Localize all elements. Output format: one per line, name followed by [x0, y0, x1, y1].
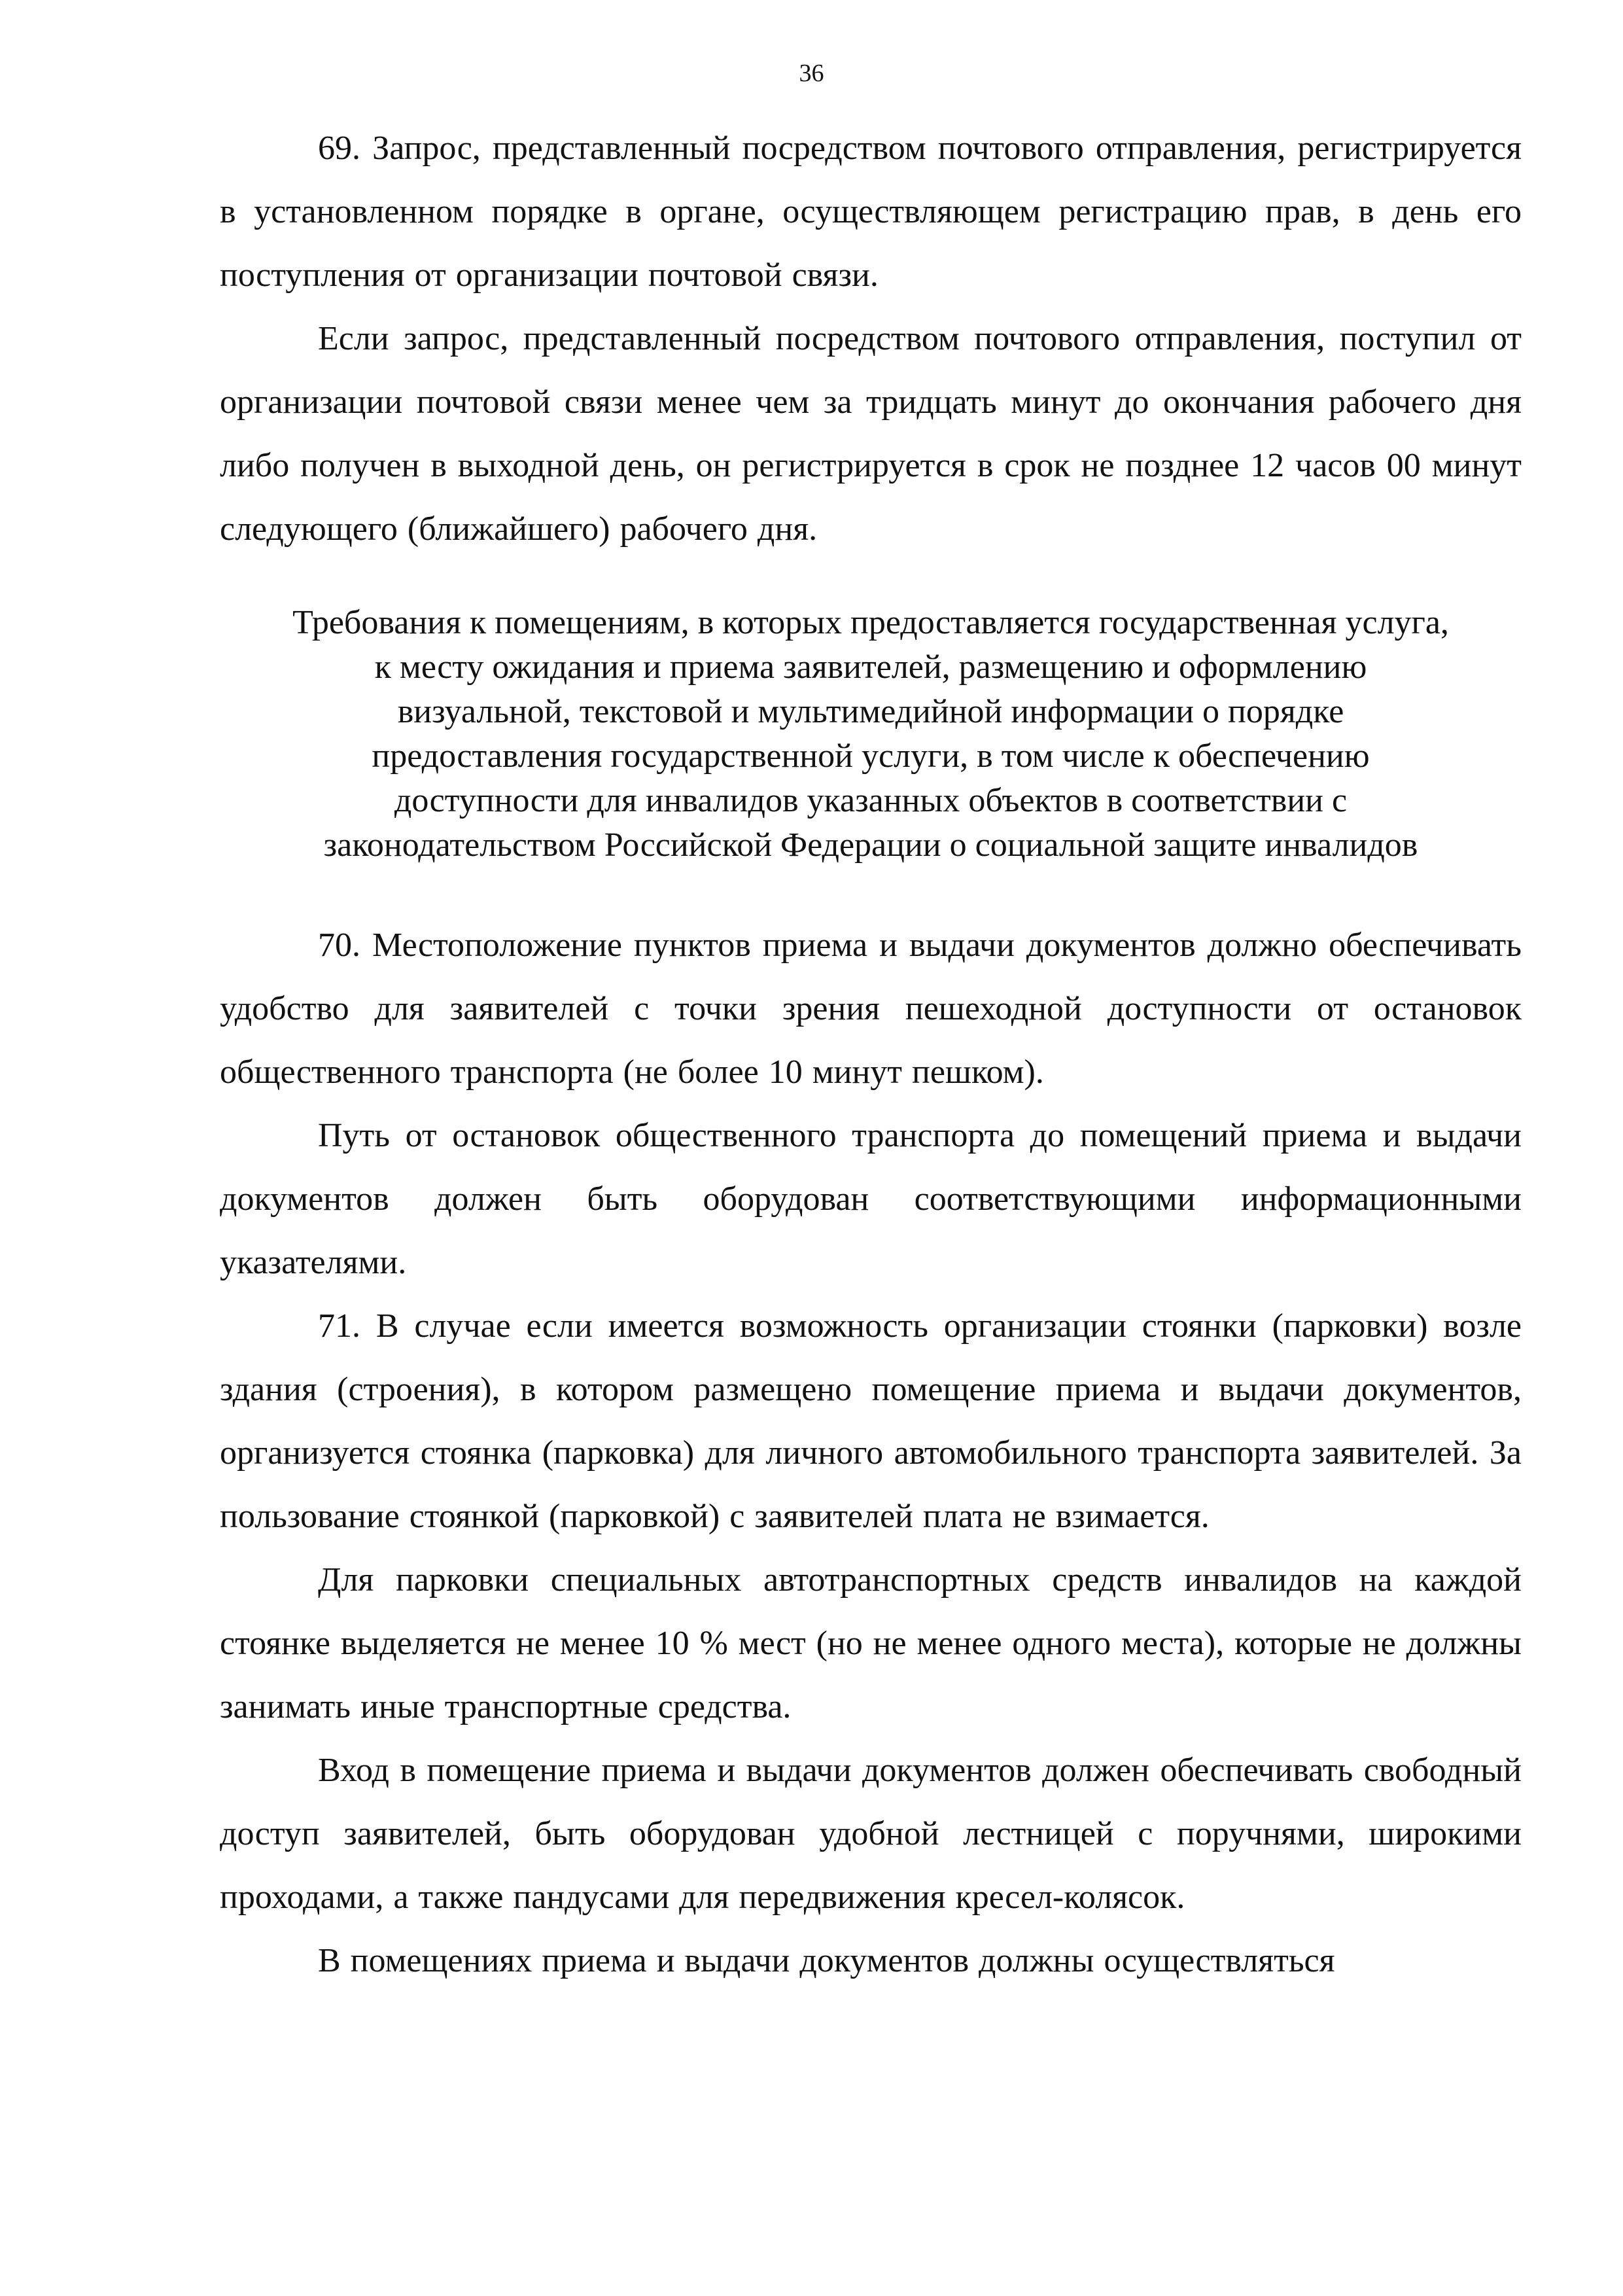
paragraph-71-entrance: Вход в помещение приема и выдачи документов должен обеспечивать свободный доступ заявителей, быть оборудован удобной лестницей с поручнями, широкими проходами, а также пандусами для передвижения кресел-колясок.: [220, 1752, 1522, 1916]
paragraph-71-disabled-parking: Для парковки специальных автотранспортных средств инвалидов на каждой стоянке выделяется не менее 10 % мест (но не менее одного места), которые не должны занимать иные транспортные средства.: [220, 1561, 1522, 1725]
section-premises-location-and-access: [220, 913, 1522, 1992]
page-number: 36: [799, 60, 824, 87]
heading-line: предоставления государственной услуги, в том числе к обеспечению: [372, 737, 1370, 775]
heading-line: законодательством Российской Федерации о социальной защите инвалидов: [323, 826, 1418, 864]
section-heading-premises-requirements: [220, 601, 1522, 868]
heading-line: к месту ожидания и приема заявителей, размещению и оформлению: [374, 648, 1367, 686]
heading-line: визуальной, текстовой и мультимедийной информации о порядке: [397, 693, 1344, 730]
paragraph-69-continued: Если запрос, представленный посредством почтового отправления, поступил от организации почтовой связи менее чем за тридцать минут до окончания рабочего дня либо получен в выходной день, он регистрируется в срок не позднее 12 часов 00 минут следующего (ближайшего) рабочего дня.: [220, 320, 1522, 548]
paragraph-71: 71. В случае если имеется возможность организации стоянки (парковки) возле здания (строения), в котором размещено помещение приема и выдачи документов, организуется стоянка (парковка) для личного автомобильного транспорта заявителей. За пользование стоянкой (парковкой) с заявителей плата не взимается.: [220, 1307, 1522, 1535]
heading-line: Требования к помещениям, в которых предоставляется государственная услуга,: [292, 604, 1449, 641]
heading-line: доступности для инвалидов указанных объектов в соответствии с: [394, 782, 1348, 819]
paragraph-70: 70. Местоположение пунктов приема и выдачи документов должно обеспечивать удобство для заявителей с точки зрения пешеходной доступности от остановок общественного транспорта (не более 10 минут пешком).: [220, 927, 1522, 1091]
paragraph-70-route-signs: Путь от остановок общественного транспорта до помещений приема и выдачи документов должен быть оборудован соответствующими информационными указателями.: [220, 1117, 1522, 1281]
paragraph-69: 69. Запрос, представленный посредством почтового отправления, регистрируется в установленном порядке в органе, осуществляющем регистрацию прав, в день его поступления от организации почтовой связи.: [220, 130, 1522, 294]
section-registration-of-postal-requests: [220, 116, 1522, 561]
paragraph-71-premises-continued: В помещениях приема и выдачи документов должны осуществляться: [318, 1942, 1335, 1979]
